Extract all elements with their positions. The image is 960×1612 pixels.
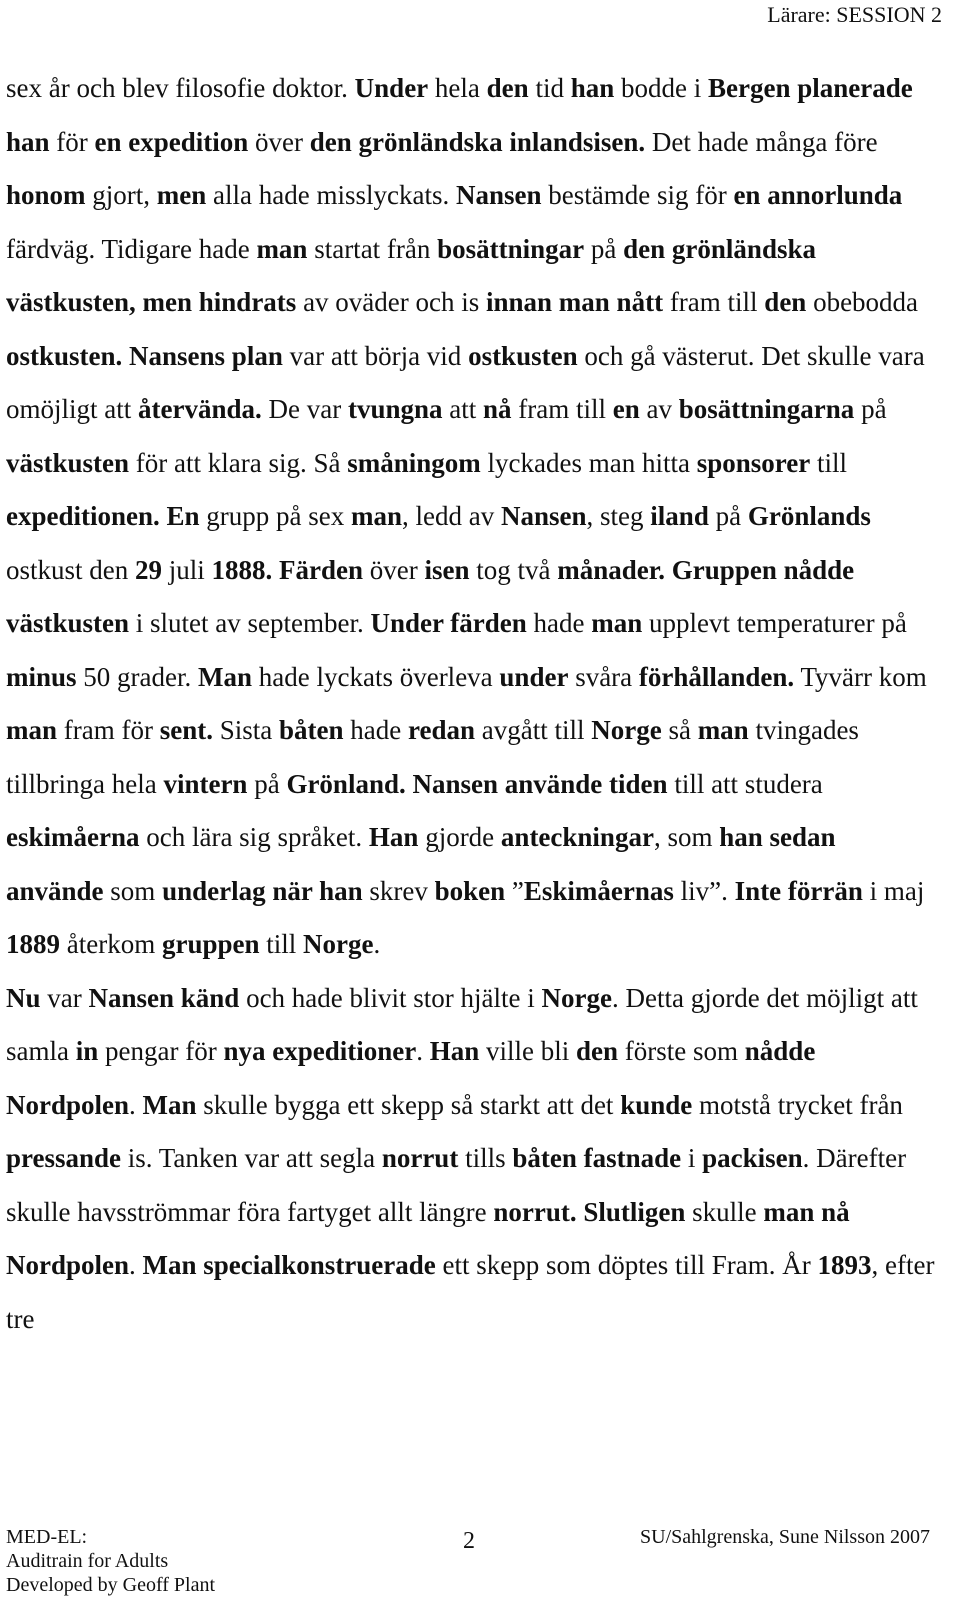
- text-run: ville bli: [479, 1036, 576, 1066]
- text-run: tid: [528, 73, 571, 103]
- bold-text-run: Nansen: [501, 501, 587, 531]
- bold-text-run: anteckningar: [500, 822, 654, 852]
- text-run: tills: [458, 1143, 513, 1173]
- text-run: obebodda: [806, 287, 919, 317]
- text-run: till: [810, 447, 847, 478]
- bold-text-run: under: [499, 661, 569, 692]
- footer-left-line-2: Auditrain for Adults: [6, 1550, 169, 1572]
- bold-text-run: norrut: [381, 1143, 459, 1173]
- text-run: av oväder och is: [296, 287, 486, 317]
- bold-text-run: men: [156, 180, 207, 210]
- text-run: , ledd av: [402, 501, 502, 531]
- bold-text-run: den: [486, 73, 529, 103]
- text-run: och gå västerut. Det skulle vara omöjligt att: [6, 340, 925, 424]
- bold-text-run: båten: [278, 715, 344, 745]
- text-run: var: [40, 982, 89, 1013]
- bold-text-run: Färden: [279, 554, 364, 585]
- bold-text-run: norrut.: [493, 1196, 577, 1227]
- text-run: hade: [526, 608, 592, 638]
- text-run: på: [247, 768, 287, 799]
- text-run: återkom: [60, 929, 162, 959]
- text-run: .: [373, 929, 381, 959]
- text-run: upplevt temperaturer på: [642, 608, 907, 638]
- bold-text-run: han: [570, 73, 615, 103]
- text-run: över: [248, 126, 310, 157]
- text-run: bodde i: [614, 73, 708, 103]
- bold-text-run: Nu: [6, 982, 41, 1013]
- text-run: var att börja vid: [282, 340, 469, 371]
- bold-text-run: packisen: [702, 1143, 803, 1173]
- footer-right: SU/Sahlgrenska, Sune Nilsson 2007: [640, 1526, 930, 1548]
- bold-text-run: man nå Nordpolen: [6, 1196, 850, 1280]
- bold-text-run: månader.: [557, 554, 666, 585]
- text-run: tvingades tillbringa hela: [6, 715, 859, 799]
- text-run: sex år och blev filosofie doktor.: [6, 73, 355, 103]
- text-run: ett skepp som döptes till Fram. År: [435, 1250, 818, 1280]
- bold-text-run: Nansen: [455, 180, 542, 210]
- bold-text-run: sent.: [159, 715, 213, 745]
- bold-text-run: Inte förrän: [734, 875, 863, 906]
- text-run: De var: [261, 394, 348, 424]
- bold-text-run: 29: [135, 554, 163, 585]
- paragraph-2: [6, 972, 936, 1347]
- text-run: att: [442, 394, 484, 424]
- text-run: skulle: [685, 1196, 764, 1227]
- text-run: för: [49, 126, 95, 157]
- text-run: lyckades man hitta: [480, 447, 697, 478]
- text-run: . Detta gjorde det möjligt att samla: [6, 982, 918, 1066]
- text-run: på: [854, 394, 887, 424]
- text-run: i maj: [862, 875, 925, 906]
- bold-text-run: tvungna: [347, 394, 443, 424]
- paragraph-1: [6, 62, 936, 972]
- text-run: svåra: [568, 661, 639, 692]
- bold-text-run: Han: [429, 1036, 480, 1066]
- text-run: så: [661, 715, 698, 745]
- text-run: hela: [428, 73, 487, 103]
- text-run: avgått till: [474, 715, 592, 745]
- text-run: för att klara sig. Så: [129, 447, 348, 478]
- text-run: juli: [162, 554, 212, 585]
- bold-text-run: redan: [407, 715, 475, 745]
- bold-text-run: den grönländska inlandsisen.: [309, 126, 646, 157]
- bold-text-run: isen: [424, 554, 470, 585]
- text-run: gjorde: [418, 822, 501, 852]
- bold-text-run: man: [591, 608, 643, 638]
- bold-text-run: den grönländska västkusten, men hindrats: [6, 233, 816, 317]
- text-run: liv”.: [673, 875, 735, 906]
- text-run: skrev: [362, 875, 435, 906]
- text-run: och hade blivit stor hjälte i: [239, 982, 542, 1013]
- bold-text-run: 1893: [817, 1250, 872, 1280]
- bold-text-run: Bergen planerade han: [6, 73, 913, 157]
- bold-text-run: den: [576, 1036, 619, 1066]
- bold-text-run: förhållanden.: [638, 661, 795, 692]
- bold-text-run: underlag när han: [162, 875, 363, 906]
- text-run: , som: [653, 822, 720, 852]
- text-run: av: [639, 394, 679, 424]
- bold-text-run: bosättningarna: [678, 394, 855, 424]
- bold-text-run: man: [351, 501, 403, 531]
- bold-text-run: 1889: [6, 929, 60, 959]
- bold-text-run: iland: [650, 501, 709, 531]
- bold-text-run: innan man nått: [486, 287, 664, 317]
- text-run: Tyvärr kom: [794, 661, 927, 692]
- bold-text-run: en: [612, 394, 640, 424]
- bold-text-run: Gruppen nådde västkusten: [6, 554, 855, 638]
- bold-text-run: nå: [483, 394, 512, 424]
- text-run: is. Tanken var att segla: [121, 1143, 382, 1173]
- text-run: och lära sig språket.: [139, 822, 369, 852]
- bold-text-run: eskimåerna: [6, 822, 140, 852]
- text-run: fram till: [511, 394, 613, 424]
- bold-text-run: gruppen: [161, 929, 260, 959]
- bold-text-run: pressande: [6, 1143, 122, 1173]
- bold-text-run: Eskimåernas: [523, 875, 674, 906]
- bold-text-run: sponsorer: [696, 447, 811, 478]
- text-run: Det hade många före: [645, 126, 878, 157]
- text-run: fram till: [663, 287, 765, 317]
- bold-text-run: man: [6, 715, 58, 745]
- bold-text-run: Slutligen: [583, 1196, 686, 1227]
- page-number: 2: [463, 1528, 475, 1554]
- bold-text-run: vintern: [163, 768, 248, 799]
- bold-text-run: återvända.: [138, 394, 262, 424]
- bold-text-run: nya expeditioner: [223, 1036, 417, 1066]
- text-run: skulle bygga ett skepp så starkt att det: [196, 1089, 621, 1120]
- bold-text-run: expeditionen.: [6, 501, 160, 531]
- text-run: på: [584, 233, 624, 264]
- bold-text-run: båten fastnade: [512, 1143, 682, 1173]
- text-run: på: [708, 501, 748, 531]
- text-run: hade lyckats överleva: [252, 661, 500, 692]
- page-header-title: Lärare: SESSION 2: [767, 2, 942, 27]
- bold-text-run: Grönlands: [747, 501, 871, 531]
- bold-text-run: boken: [434, 875, 506, 906]
- bold-text-run: En: [166, 501, 200, 531]
- text-run: över: [363, 554, 425, 585]
- bold-text-run: Norge: [591, 715, 662, 745]
- text-run: till: [259, 929, 304, 959]
- bold-text-run: västkusten: [6, 447, 130, 478]
- text-run: hade: [343, 715, 408, 745]
- text-run: i: [681, 1143, 703, 1173]
- text-run: motstå trycket från: [692, 1089, 903, 1120]
- bold-text-run: 1888.: [211, 554, 273, 585]
- bold-text-run: en annorlunda: [733, 180, 903, 210]
- bold-text-run: Man specialkonstruerade: [142, 1250, 436, 1280]
- text-run: , efter tre: [6, 1250, 935, 1334]
- body-text: [6, 62, 936, 1346]
- bold-text-run: minus: [6, 661, 77, 692]
- bold-text-run: Norge: [541, 982, 612, 1013]
- bold-text-run: en expedition: [94, 126, 249, 157]
- text-run: .: [129, 1250, 143, 1280]
- bold-text-run: man: [256, 233, 308, 264]
- bold-text-run: Han: [368, 822, 419, 852]
- text-run: pengar för: [98, 1036, 224, 1066]
- text-run: startat från: [307, 233, 438, 264]
- text-run: till att studera: [667, 768, 823, 799]
- bold-text-run: Nansens plan: [129, 340, 283, 371]
- footer-left-line-3: Developed by Geoff Plant: [6, 1574, 216, 1596]
- bold-text-run: Grönland.: [286, 768, 406, 799]
- text-run: , steg: [586, 501, 651, 531]
- bold-text-run: Nansen använde tiden: [412, 768, 668, 799]
- text-run: [665, 555, 672, 585]
- bold-text-run: Under färden: [370, 608, 527, 638]
- text-run: 50 grader.: [76, 661, 199, 692]
- text-run: bestämde sig för: [541, 180, 734, 210]
- bold-text-run: Under: [354, 73, 429, 103]
- bold-text-run: den: [764, 287, 807, 317]
- bold-text-run: Nansen känd: [88, 982, 240, 1013]
- text-run: förste som: [618, 1036, 745, 1066]
- footer-left: [6, 1525, 215, 1597]
- text-run: som: [103, 875, 163, 906]
- text-run: färdväg. Tidigare hade: [6, 233, 257, 264]
- bold-text-run: han sedan använde: [6, 822, 836, 906]
- bold-text-run: ostkusten.: [6, 340, 123, 371]
- text-run: alla hade misslyckats.: [206, 180, 456, 210]
- text-run: grupp på sex: [199, 501, 352, 531]
- text-run: fram för: [57, 715, 160, 745]
- bold-text-run: man: [697, 715, 749, 745]
- bold-text-run: in: [75, 1036, 99, 1066]
- text-run: tog två: [469, 554, 558, 585]
- text-run: ostkust den: [6, 554, 136, 585]
- text-run: .: [129, 1089, 143, 1120]
- bold-text-run: Man: [142, 1089, 197, 1120]
- text-run: i slutet av september.: [129, 608, 371, 638]
- bold-text-run: Norge: [303, 929, 374, 959]
- text-run: [160, 501, 167, 531]
- text-run: . Därefter skulle havsströmmar föra fartyget allt längre: [6, 1143, 907, 1227]
- bold-text-run: småningom: [347, 447, 481, 478]
- text-run: ”: [505, 875, 524, 906]
- text-run: Sista: [212, 715, 279, 745]
- bold-text-run: Man: [198, 661, 253, 692]
- text-run: gjort,: [85, 180, 157, 210]
- bold-text-run: ostkusten: [468, 340, 578, 371]
- bold-text-run: kunde: [620, 1089, 693, 1120]
- bold-text-run: nådde Nordpolen: [6, 1036, 816, 1120]
- bold-text-run: bosättningar: [437, 233, 585, 264]
- text-run: .: [416, 1036, 430, 1066]
- footer-left-line-1: MED-EL:: [6, 1526, 88, 1548]
- bold-text-run: honom: [6, 180, 86, 210]
